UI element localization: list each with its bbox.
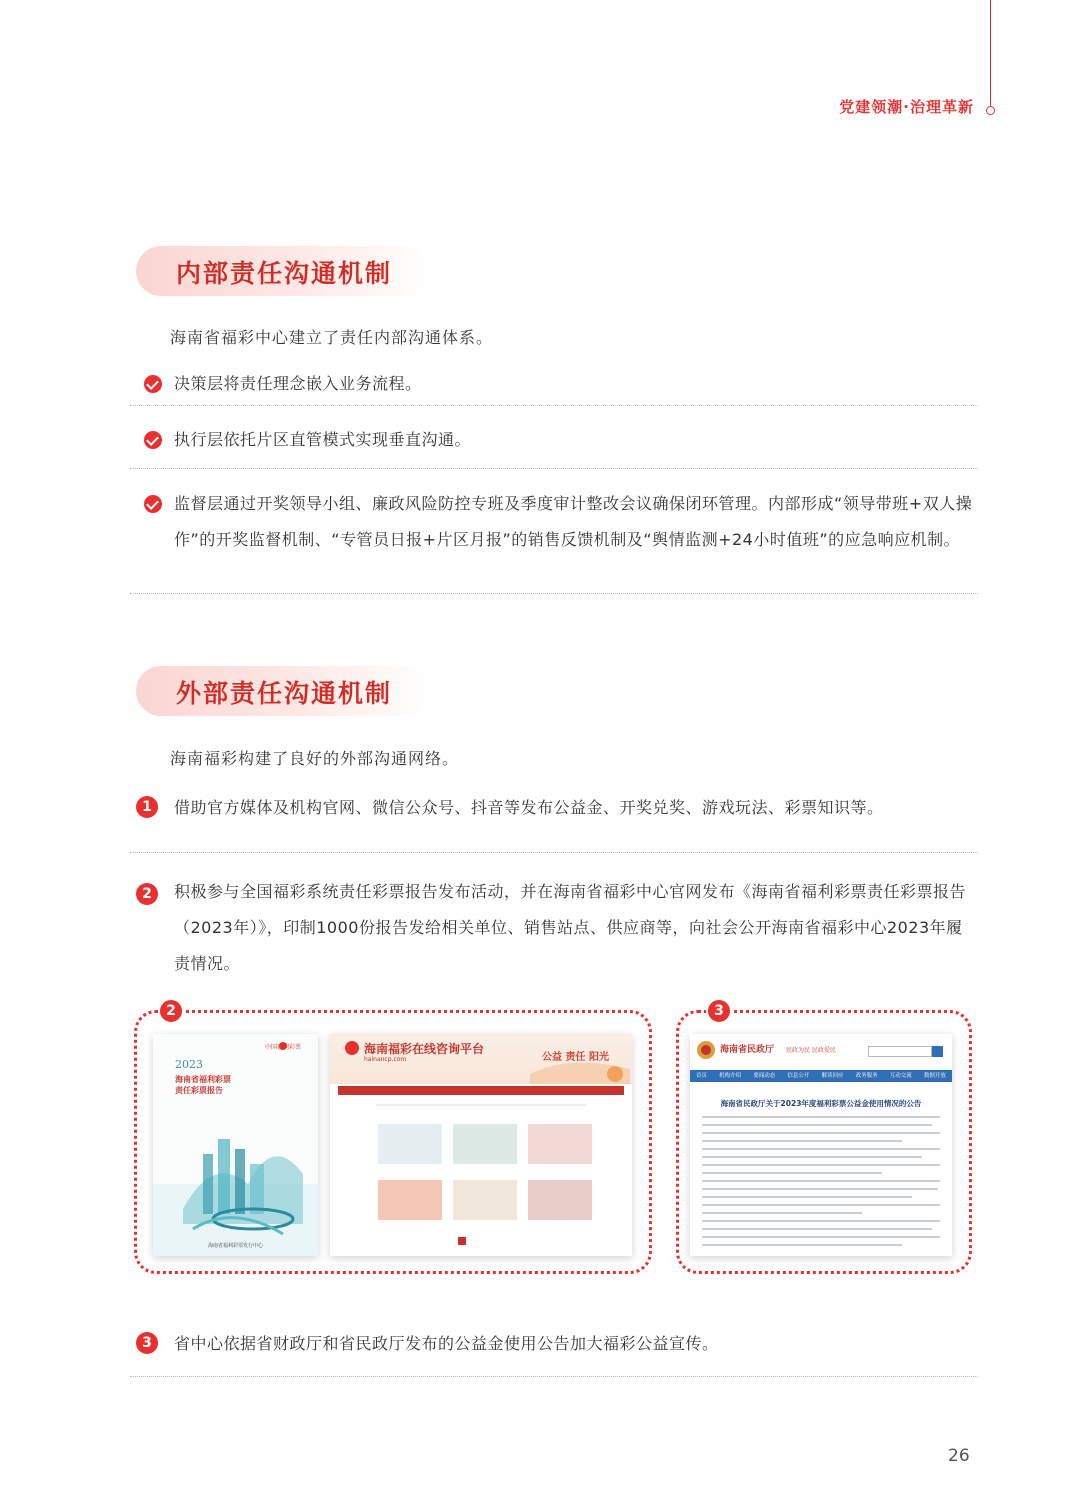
internal-item-3 xyxy=(136,486,976,558)
number-badge: 1 xyxy=(136,796,158,818)
gov-notice-screenshot xyxy=(690,1034,952,1256)
internal-item-2 xyxy=(136,422,976,458)
check-icon xyxy=(144,495,162,513)
figure-badge-left: 2 xyxy=(158,998,184,1024)
divider xyxy=(130,1376,978,1377)
gov-motto: 民政为民 民政爱民 xyxy=(786,1047,836,1054)
cover-footer: 海南省福利彩票发行中心 xyxy=(208,1243,264,1249)
site-title: 海南福彩在线咨询平台 xyxy=(364,1042,485,1056)
cover-title-2: 责任彩票报告 xyxy=(175,1086,223,1095)
check-icon xyxy=(144,375,162,393)
site-url: hainancp.com xyxy=(364,1056,407,1063)
website-screenshot xyxy=(330,1034,632,1256)
item-text: 决策层将责任理念嵌入业务流程。 xyxy=(174,374,422,393)
external-item-3 xyxy=(136,1326,976,1362)
section-title-text: 外部责任沟通机制 xyxy=(176,679,393,708)
check-icon xyxy=(144,431,162,449)
divider xyxy=(130,468,978,469)
gov-nav xyxy=(690,1070,952,1082)
gov-nav-item: 互动交流 xyxy=(889,1073,912,1079)
external-item-1 xyxy=(136,790,976,826)
gov-nav-item: 首页 xyxy=(696,1073,708,1079)
number-badge: 3 xyxy=(136,1332,158,1354)
number-badge: 2 xyxy=(136,883,158,905)
section-title-text: 内部责任沟通机制 xyxy=(176,259,393,288)
divider xyxy=(130,852,978,853)
gov-nav-item: 数据开放 xyxy=(923,1073,946,1079)
external-item-2 xyxy=(136,874,976,982)
site-slogan: 公益 责任 阳光 xyxy=(542,1052,609,1063)
external-intro: 海南福彩构建了良好的外部沟通网络。 xyxy=(170,749,460,768)
gov-nav-item: 解读回应 xyxy=(821,1073,844,1079)
gov-nav-item: 机构介绍 xyxy=(719,1073,742,1079)
page-number: 26 xyxy=(948,1446,970,1466)
item-text: 积极参与全国福彩系统责任彩票报告发布活动，并在海南省福彩中心官网发布《海南省福利彩票责任彩票报告（2023年）》，印制1000份报告发给相关单位、销售站点、供应商等，向社会公开海南省福彩中心2023年履责情况。 xyxy=(174,882,967,973)
divider xyxy=(130,405,978,406)
internal-item-1 xyxy=(136,366,976,402)
lottery-logo: 中国福利彩票 xyxy=(265,1044,302,1051)
cover-title-1: 海南省福利彩票 xyxy=(175,1075,231,1084)
internal-intro: 海南省福彩中心建立了责任内部沟通体系。 xyxy=(170,328,494,347)
gov-nav-item: 政务服务 xyxy=(855,1073,878,1079)
cover-year: 2023 xyxy=(175,1058,203,1071)
figure-badge-right: 3 xyxy=(706,998,732,1024)
gov-nav-item: 信息公开 xyxy=(787,1073,810,1079)
report-cover xyxy=(153,1034,318,1256)
header-tag: 党建领潮·治理革新 xyxy=(839,98,974,116)
item-text: 省中心依据省财政厅和省民政厅发布的公益金使用公告加大福彩公益宣传。 xyxy=(174,1334,719,1353)
gov-headline: 海南省民政厅关于2023年度福利彩票公益金使用情况的公告 xyxy=(720,1099,922,1108)
item-text: 借助官方媒体及机构官网、微信公众号、抖音等发布公益金、开奖兑奖、游戏玩法、彩票知识等。 xyxy=(174,798,884,817)
gov-site-name: 海南省民政厅 xyxy=(720,1045,775,1055)
item-text: 执行层依托片区直管模式实现垂直沟通。 xyxy=(174,430,472,449)
gov-nav-item: 要闻动态 xyxy=(753,1073,776,1079)
top-rule xyxy=(990,0,991,108)
divider xyxy=(130,593,978,594)
section-title-internal xyxy=(136,246,431,296)
item-text: 监督层通过开奖领导小组、廉政风险防控专班及季度审计整改会议确保闭环管理。内部形成“领导带班+双人操作”的开奖监督机制、“专管员日报+片区月报”的销售反馈机制及“舆情监测+24小时值班”的应急响应机制。 xyxy=(174,494,973,549)
section-title-external xyxy=(136,666,431,716)
top-dot xyxy=(986,106,995,115)
